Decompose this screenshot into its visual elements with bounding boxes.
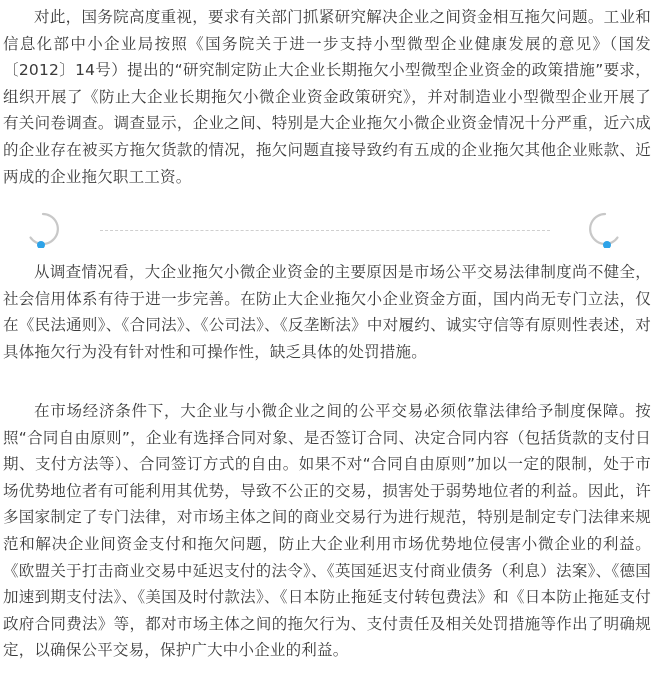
left-ring-dot-icon bbox=[24, 210, 62, 248]
paragraph-2: 从调查情况看，大企业拖欠小微企业资金的主要原因是市场公平交易法律制度尚不健全，社会信用体系有待于进一步完善。在防止大企业拖欠小企业资金方面，国内尚无专门立法，仅在《民法通则》、《合同法》、《公司法》、《反垄断法》中对履约、诚实守信等有原则性表述，对具体拖欠行为没有针对性和可操作性，缺乏具体的处罚措施。 bbox=[3, 263, 651, 361]
dashed-line bbox=[100, 230, 550, 231]
right-ring-dot-icon bbox=[586, 210, 624, 248]
paragraph-1: 对此，国务院高度重视，要求有关部门抓紧研究解决企业之间资金相互拖欠问题。工业和信息化部中小企业局按照《国务院关于进一步支持小型微型企业健康发展的意见》（国发〔2012〕14号）提出的“研究制定防止大企业长期拖欠小型微型企业资金的政策措施”要求，组织开展了《防止大企业长期拖欠小微企业资金政策研究》，并对制造业小型微型企业开展了有关问卷调查。调查显示，企业之间、特别是大企业拖欠小微企业资金情况十分严重，近六成的企业存在被买方拖欠货款的情况，拖欠问题直接导致约有五成的企业拖欠其他企业账款、近两成的企业拖欠职工工资。 bbox=[3, 8, 651, 186]
section-divider bbox=[0, 208, 653, 254]
paragraph-3: 在市场经济条件下，大企业与小微企业之间的公平交易必须依靠法律给予制度保障。按照“合同自由原则”，企业有选择合同对象、是否签订合同、决定合同内容（包括货款的支付日期、支付方法等）、合同签订方式的自由。如果不对“合同自由原则”加以一定的限制，处于市场优势地位者有可能利用其优势，导致不公正的交易，损害处于弱势地位者的利益。因此，许多国家制定了专门法律，对市场主体之间的商业交易行为进行规范，特别是制定专门法律来规范和解决企业间资金支付和拖欠问题，防止大企业利用市场优势地位侵害小微企业的利益。《欧盟关于打击商业交易中延迟支付的法令》、《英国延迟支付商业债务（利息）法案》、《德国加速到期支付法》、《美国及时付款法》、《日本防止拖延支付转包费法》和《日本防止拖延支付政府合同费法》等，都对市场主体之间的拖欠行为、支付责任及相关处罚措施等作出了明确规定，以确保公平交易，保护广大中小企业的利益。 bbox=[3, 402, 651, 660]
